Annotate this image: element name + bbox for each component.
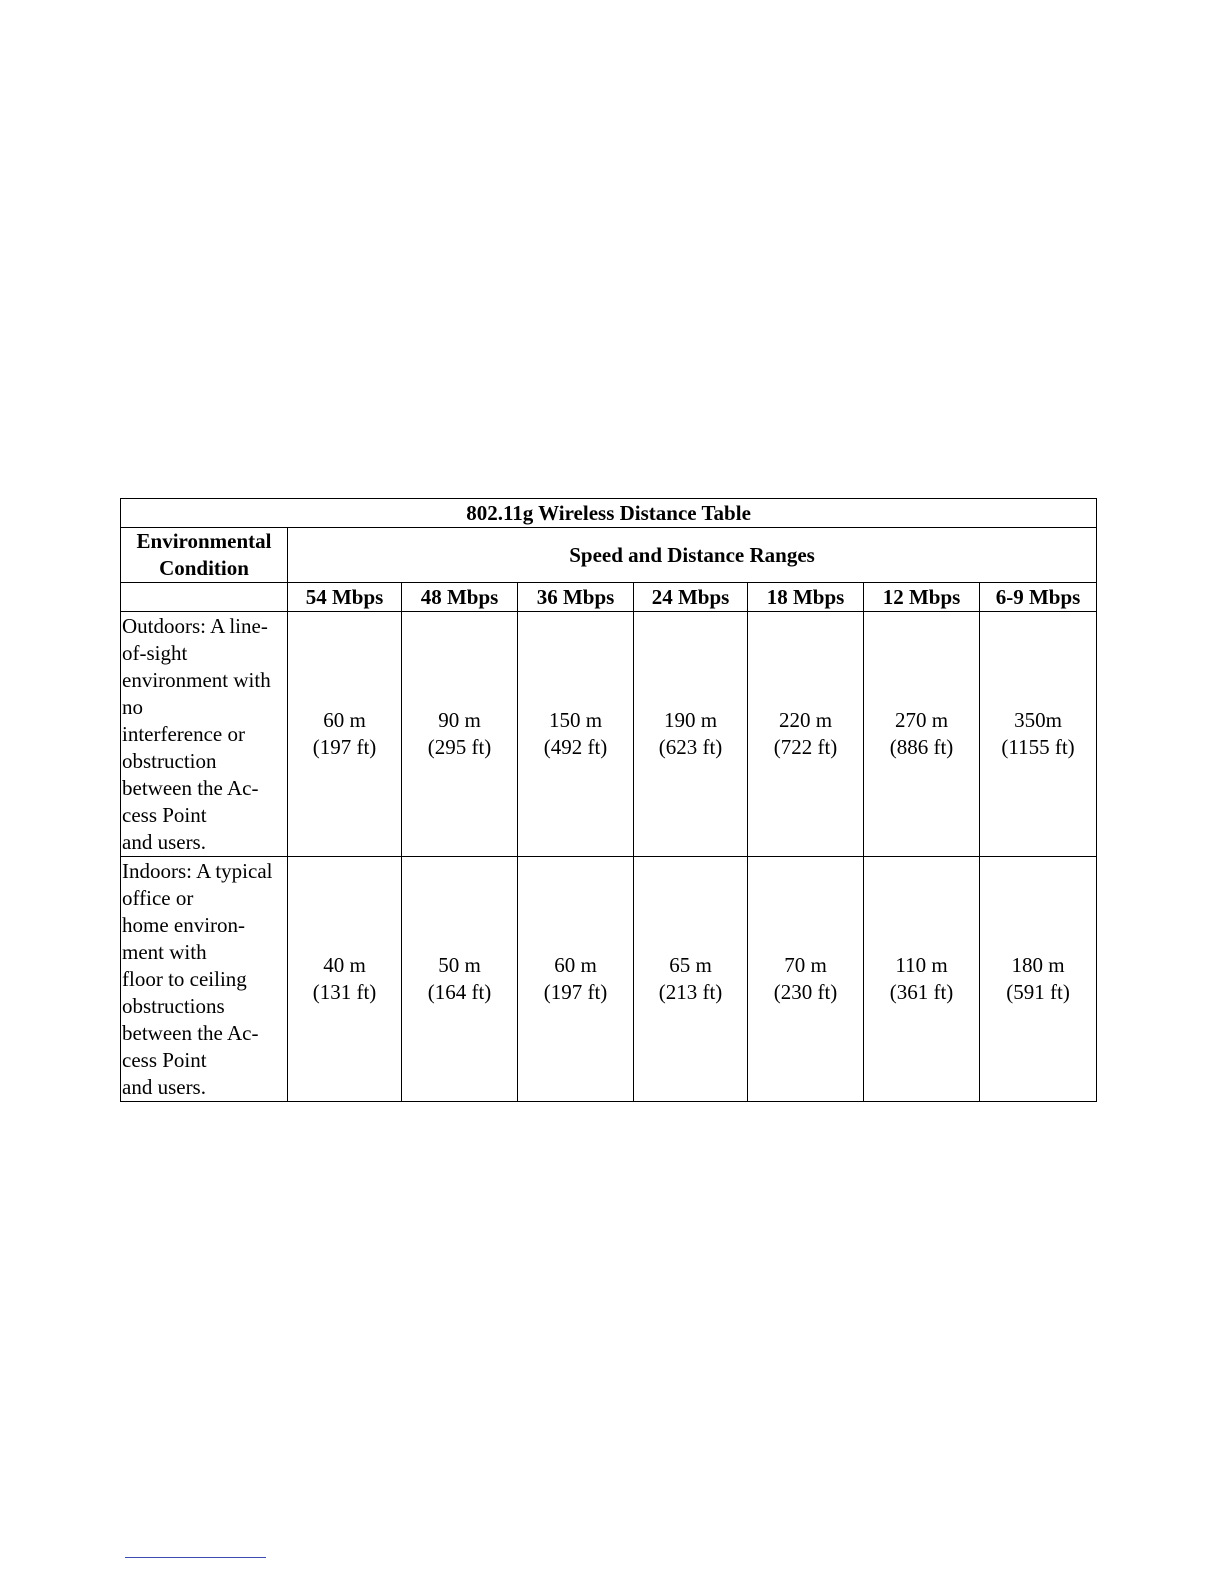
- speed-6-9-header: 6-9 Mbps: [980, 583, 1097, 612]
- speed-header-row: [121, 583, 1097, 612]
- condition-line: cess Point: [122, 1047, 207, 1072]
- distance-meters: 270 m: [894, 708, 949, 732]
- condition-line: Indoors: A typical: [122, 858, 273, 883]
- distance-meters: 190 m: [663, 708, 718, 732]
- condition-line: between the Ac-: [122, 1020, 259, 1045]
- distance-meters: 70 m: [784, 953, 827, 977]
- distance-feet: (591 ft): [1006, 980, 1070, 1004]
- value-cell: [980, 612, 1097, 857]
- condition-line: floor to ceiling: [122, 966, 247, 991]
- distance-feet: (361 ft): [889, 980, 954, 1004]
- value-cell: [402, 857, 518, 1102]
- distance-meters: 50 m: [438, 953, 481, 977]
- distance-feet: (722 ft): [773, 735, 838, 759]
- condition-line: and users.: [122, 829, 206, 854]
- condition-line: of-sight: [122, 640, 188, 665]
- distance-meters: 90 m: [438, 708, 481, 732]
- table-title: 802.11g Wireless Distance Table: [121, 499, 1097, 528]
- speed-54-header: 54 Mbps: [288, 583, 402, 612]
- table-row-outdoors: [121, 612, 1097, 857]
- distance-feet: (230 ft): [773, 980, 838, 1004]
- value-cell: [402, 612, 518, 857]
- condition-line: and users.: [122, 1074, 206, 1099]
- distance-feet: (213 ft): [658, 980, 723, 1004]
- distance-meters: 350m: [1014, 708, 1062, 732]
- distance-feet: (295 ft): [427, 735, 492, 759]
- condition-line: obstruction: [122, 748, 217, 773]
- distance-meters: 65 m: [669, 953, 712, 977]
- distance-meters: 40 m: [323, 953, 366, 977]
- condition-cell-indoors: [121, 857, 288, 1102]
- condition-line: interference or: [122, 721, 245, 746]
- value-cell: [748, 612, 864, 857]
- condition-line: no: [122, 694, 143, 719]
- env-header-line: Condition: [159, 556, 249, 580]
- condition-line: cess Point: [122, 802, 207, 827]
- distance-meters: 110 m: [895, 953, 948, 977]
- distance-feet: (1155 ft): [1001, 735, 1075, 759]
- value-cell: [518, 612, 634, 857]
- speed-18-header: 18 Mbps: [748, 583, 864, 612]
- distance-feet: (886 ft): [889, 735, 954, 759]
- speed-36-header: 36 Mbps: [518, 583, 634, 612]
- table-row-indoors: [121, 857, 1097, 1102]
- value-cell: [518, 857, 634, 1102]
- condition-line: Outdoors: A line-: [122, 613, 268, 638]
- distance-meters: 60 m: [554, 953, 597, 977]
- distance-meters: 150 m: [548, 708, 603, 732]
- footnote-separator-line: [125, 1557, 266, 1558]
- value-cell: [288, 857, 402, 1102]
- condition-line: environment with: [122, 667, 271, 692]
- condition-cell-outdoors: [121, 612, 288, 857]
- distance-feet: (197 ft): [543, 980, 608, 1004]
- value-cell: [634, 612, 748, 857]
- value-cell: [980, 857, 1097, 1102]
- speed-12-header: 12 Mbps: [864, 583, 980, 612]
- condition-line: ment with: [122, 939, 207, 964]
- environmental-condition-header: [121, 528, 288, 583]
- value-cell: [864, 612, 980, 857]
- condition-line: office or: [122, 885, 194, 910]
- distance-feet: (197 ft): [312, 735, 377, 759]
- value-cell: [634, 857, 748, 1102]
- empty-header-cell: [121, 583, 288, 612]
- speed-48-header: 48 Mbps: [402, 583, 518, 612]
- value-cell: [864, 857, 980, 1102]
- distance-feet: (492 ft): [543, 735, 608, 759]
- env-header-line: Environmental: [136, 529, 272, 553]
- condition-line: obstructions: [122, 993, 225, 1018]
- value-cell: [288, 612, 402, 857]
- distance-meters: 180 m: [1011, 953, 1065, 977]
- distance-meters: 220 m: [778, 708, 833, 732]
- distance-feet: (623 ft): [658, 735, 723, 759]
- wireless-distance-table: [120, 498, 1097, 1102]
- condition-line: home environ-: [122, 912, 246, 937]
- speed-distance-header: Speed and Distance Ranges: [288, 528, 1097, 583]
- distance-feet: (131 ft): [312, 980, 377, 1004]
- distance-feet: (164 ft): [427, 980, 492, 1004]
- distance-meters: 60 m: [323, 708, 366, 732]
- speed-24-header: 24 Mbps: [634, 583, 748, 612]
- condition-line: between the Ac-: [122, 775, 259, 800]
- value-cell: [748, 857, 864, 1102]
